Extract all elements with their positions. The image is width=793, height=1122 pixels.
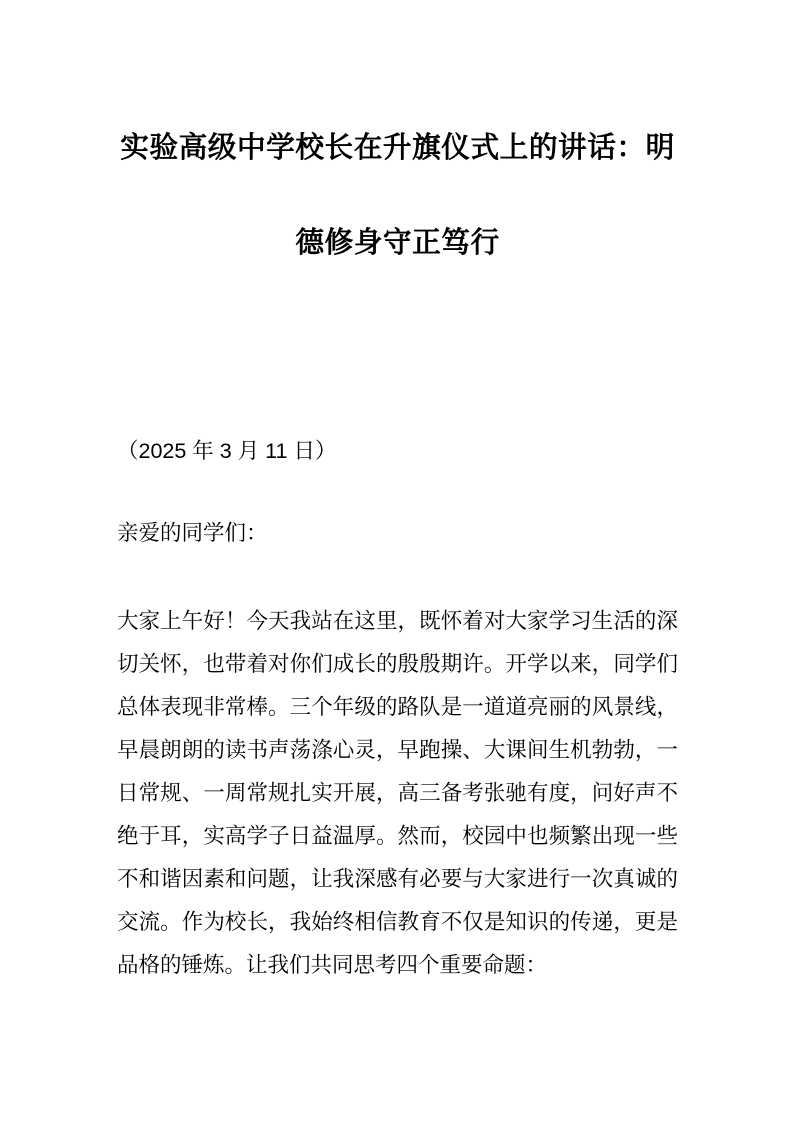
body-line: 品格的锤炼。让我们共同思考四个重要命题： <box>117 953 548 977</box>
body-line: 早晨朗朗的读书声荡涤心灵，早跑操、大课间生机勃勃，一 <box>117 738 678 762</box>
title-line-2: 德修身守正笃行 <box>295 227 500 259</box>
date-line: （2025 年 3 月 11 日） <box>117 439 337 463</box>
body-line: 日常规、一周常规扎实开展，高三备考张驰有度，问好声不 <box>117 781 678 805</box>
body-line: 交流。作为校长，我始终相信教育不仅是知识的传递，更是 <box>117 910 678 934</box>
salutation: 亲爱的同学们： <box>117 521 268 545</box>
document-title <box>117 101 678 291</box>
body-line: 总体表现非常棒。三个年级的路队是一道道亮丽的风景线， <box>117 695 678 719</box>
body-line: 切关怀，也带着对你们成长的殷殷期许。开学以来，同学们 <box>117 652 678 676</box>
body-line: 绝于耳，实高学子日益温厚。然而，校园中也频繁出现一些 <box>117 824 678 848</box>
body-line: 大家上午好！今天我站在这里，既怀着对大家学习生活的深 <box>117 609 678 633</box>
body-line: 不和谐因素和问题，让我深感有必要与大家进行一次真诚的 <box>117 867 678 891</box>
body-paragraph <box>117 600 678 987</box>
title-line-1: 实验高级中学校长在升旗仪式上的讲话：明 <box>120 132 675 164</box>
